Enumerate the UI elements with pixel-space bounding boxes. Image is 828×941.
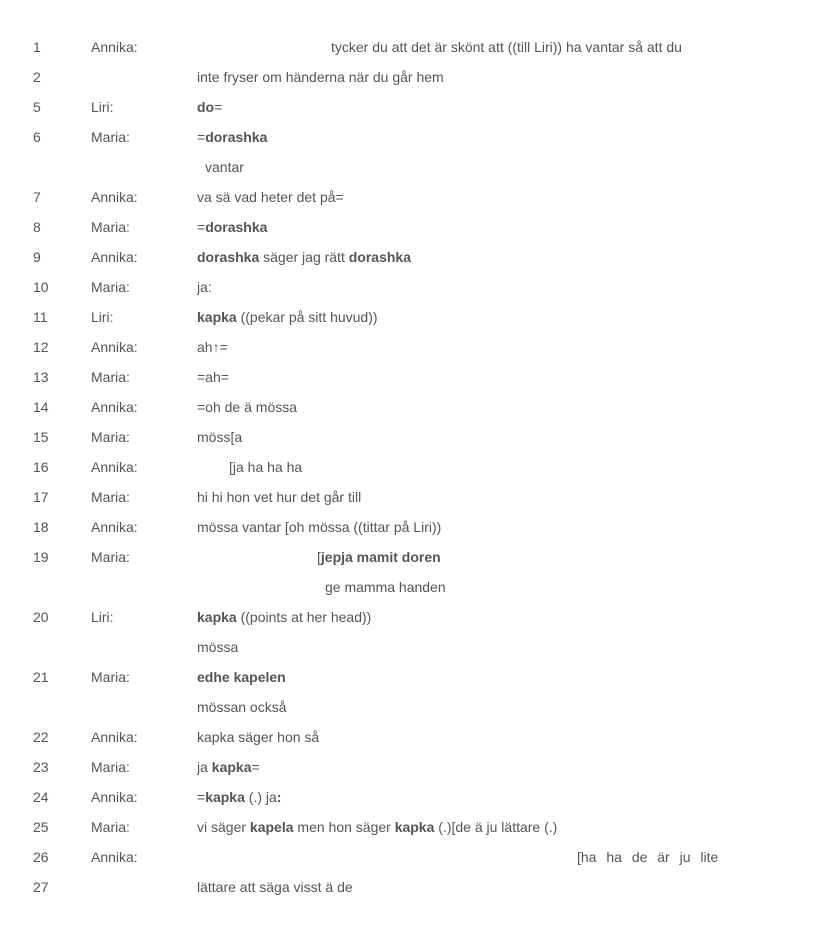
line-number: 1: [33, 39, 41, 55]
utterance-segment: vi säger: [197, 819, 250, 835]
utterance: [197, 512, 441, 542]
utterance-bold-segment: :: [276, 789, 282, 805]
transcript-line: [0, 362, 828, 392]
utterance: [197, 272, 212, 302]
utterance: [197, 692, 286, 722]
line-number: 2: [33, 69, 41, 85]
transcript-line: [0, 272, 828, 302]
speaker-label: Annika:: [91, 729, 138, 745]
utterance-segment: [ja ha ha ha: [229, 459, 303, 475]
utterance-segment: =: [197, 789, 206, 805]
speaker-label: Maria:: [91, 669, 130, 685]
transcript-line: [0, 632, 828, 662]
speaker-label: Annika:: [91, 339, 138, 355]
utterance-segment: (.) ja: [244, 789, 277, 805]
line-number: 22: [33, 729, 49, 745]
transcript-line: [0, 482, 828, 512]
utterance: [197, 332, 228, 362]
line-number: 19: [33, 549, 49, 565]
speaker-label: Maria:: [91, 549, 130, 565]
speaker-label: Liri:: [91, 309, 114, 325]
utterance: [317, 542, 441, 572]
line-number: 11: [33, 309, 48, 325]
utterance-segment: möss[a: [197, 429, 243, 445]
line-number: 6: [33, 129, 41, 145]
utterance: [197, 182, 344, 212]
speaker-label: Annika:: [91, 39, 138, 55]
utterance-segment: ja: [197, 759, 212, 775]
utterance-segment: säger jag rätt: [259, 249, 349, 265]
line-number: 12: [33, 339, 49, 355]
transcript-line: [0, 152, 828, 182]
utterance-segment: =oh de ä mössa: [197, 399, 298, 415]
line-number: 17: [33, 489, 49, 505]
utterance: [197, 602, 371, 632]
utterance-bold-segment: dorashka: [205, 129, 268, 145]
speaker-label: Maria:: [91, 279, 130, 295]
utterance: [197, 242, 411, 272]
line-number: 9: [33, 249, 41, 265]
utterance: [197, 62, 444, 92]
transcript-line: [0, 662, 828, 692]
line-number: 14: [33, 399, 49, 415]
transcript-line: [0, 242, 828, 272]
utterance-segment: inte fryser om händerna när du går hem: [197, 69, 444, 85]
utterance-segment: =: [214, 99, 223, 115]
utterance: [197, 872, 353, 902]
utterance-bold-segment: dorashka: [348, 249, 411, 265]
utterance-bold-segment: do: [197, 99, 215, 115]
utterance: [229, 452, 302, 482]
utterance: [325, 572, 446, 602]
transcript-line: [0, 422, 828, 452]
line-number: 10: [33, 279, 49, 295]
speaker-label: Annika:: [91, 249, 138, 265]
utterance: [197, 662, 286, 692]
line-number: 26: [33, 849, 49, 865]
utterance-segment: vantar: [205, 159, 244, 175]
transcript-line: [0, 392, 828, 422]
utterance-bold-segment: kapka: [211, 759, 252, 775]
speaker-label: Maria:: [91, 489, 130, 505]
speaker-label: Annika:: [91, 189, 138, 205]
transcript-line: [0, 602, 828, 632]
utterance: [197, 92, 222, 122]
speaker-label: Annika:: [91, 849, 138, 865]
utterance: [197, 122, 267, 152]
transcript-line: [0, 782, 828, 812]
transcript-line: [0, 302, 828, 332]
utterance: [197, 362, 229, 392]
utterance: [197, 782, 281, 812]
line-number: 20: [33, 609, 49, 625]
utterance: [197, 392, 297, 422]
line-number: 7: [33, 189, 41, 205]
transcript-line: [0, 212, 828, 242]
utterance-segment: mössan också: [197, 699, 287, 715]
utterance-segment: [ha ha de är ju lite: [577, 849, 719, 865]
line-number: 25: [33, 819, 49, 835]
utterance: [197, 812, 557, 842]
utterance-bold-segment: jepja mamit doren: [320, 549, 441, 565]
transcript-line: [0, 512, 828, 542]
transcript-line: [0, 722, 828, 752]
utterance: [197, 212, 267, 242]
utterance: [197, 482, 361, 512]
speaker-label: Annika:: [91, 519, 138, 535]
utterance-bold-segment: kapka: [197, 609, 237, 625]
line-number: 23: [33, 759, 49, 775]
speaker-label: Maria:: [91, 429, 130, 445]
transcript-line: [0, 182, 828, 212]
transcript-line: [0, 62, 828, 92]
utterance-bold-segment: kapka: [205, 789, 245, 805]
line-number: 21: [33, 669, 49, 685]
utterance-segment: ((points at her head)): [236, 609, 372, 625]
speaker-label: Maria:: [91, 219, 130, 235]
utterance-bold-segment: dorashka: [205, 219, 268, 235]
utterance-segment: ge mamma handen: [325, 579, 446, 595]
utterance: [197, 752, 260, 782]
utterance-segment: mössa: [197, 639, 239, 655]
line-number: 5: [33, 99, 41, 115]
speaker-label: Maria:: [91, 759, 130, 775]
transcript-line: [0, 842, 828, 872]
transcript-line: [0, 332, 828, 362]
utterance-segment: men hon säger: [293, 819, 395, 835]
transcript-line: [0, 812, 828, 842]
utterance-segment: va sä vad heter det på=: [197, 189, 344, 205]
line-number: 13: [33, 369, 49, 385]
speaker-label: Liri:: [91, 99, 114, 115]
utterance: [197, 302, 378, 332]
utterance-bold-segment: edhe kapelen: [197, 669, 286, 685]
utterance-segment: mössa vantar [oh mössa ((tittar på Liri)): [197, 519, 442, 535]
transcript-line: [0, 692, 828, 722]
utterance-segment: ah↑=: [197, 339, 228, 355]
transcript-line: [0, 542, 828, 572]
utterance-segment: lättare att säga visst ä de: [197, 879, 353, 895]
utterance: [197, 632, 238, 662]
utterance-segment: =: [197, 219, 206, 235]
utterance: [205, 152, 244, 182]
utterance: [331, 32, 682, 62]
line-number: 8: [33, 219, 41, 235]
utterance-bold-segment: kapka: [197, 309, 237, 325]
transcript-line: [0, 452, 828, 482]
speaker-label: Annika:: [91, 789, 138, 805]
transcript-line: [0, 32, 828, 62]
utterance: [197, 422, 242, 452]
utterance-bold-segment: kapka: [394, 819, 435, 835]
transcript-line: [0, 92, 828, 122]
line-number: 24: [33, 789, 49, 805]
speaker-label: Annika:: [91, 399, 138, 415]
utterance: [577, 842, 718, 872]
utterance-bold-segment: dorashka: [197, 249, 260, 265]
line-number: 16: [33, 459, 49, 475]
line-number: 15: [33, 429, 49, 445]
line-number: 18: [33, 519, 49, 535]
speaker-label: Maria:: [91, 819, 130, 835]
utterance-segment: tycker du att det är skönt att ((till Liri)) ha vantar så att du: [331, 39, 682, 55]
speaker-label: Annika:: [91, 459, 138, 475]
transcript-line: [0, 572, 828, 602]
transcript-line: [0, 752, 828, 782]
utterance-segment: hi hi hon vet hur det går till: [197, 489, 362, 505]
utterance: [197, 722, 319, 752]
utterance-bold-segment: kapela: [249, 819, 294, 835]
line-number: 27: [33, 879, 49, 895]
utterance-segment: =ah=: [197, 369, 229, 385]
utterance-segment: =: [251, 759, 260, 775]
speaker-label: Liri:: [91, 609, 114, 625]
speaker-label: Maria:: [91, 129, 130, 145]
transcript-line: [0, 122, 828, 152]
utterance-segment: ja:: [197, 279, 212, 295]
utterance-segment: [: [317, 549, 321, 565]
utterance-segment: =: [197, 129, 206, 145]
utterance-segment: kapka säger hon så: [197, 729, 320, 745]
transcript-line: [0, 872, 828, 902]
speaker-label: Maria:: [91, 369, 130, 385]
utterance-segment: ((pekar på sitt huvud)): [236, 309, 378, 325]
utterance-segment: (.)[de ä ju lättare (.): [434, 819, 558, 835]
